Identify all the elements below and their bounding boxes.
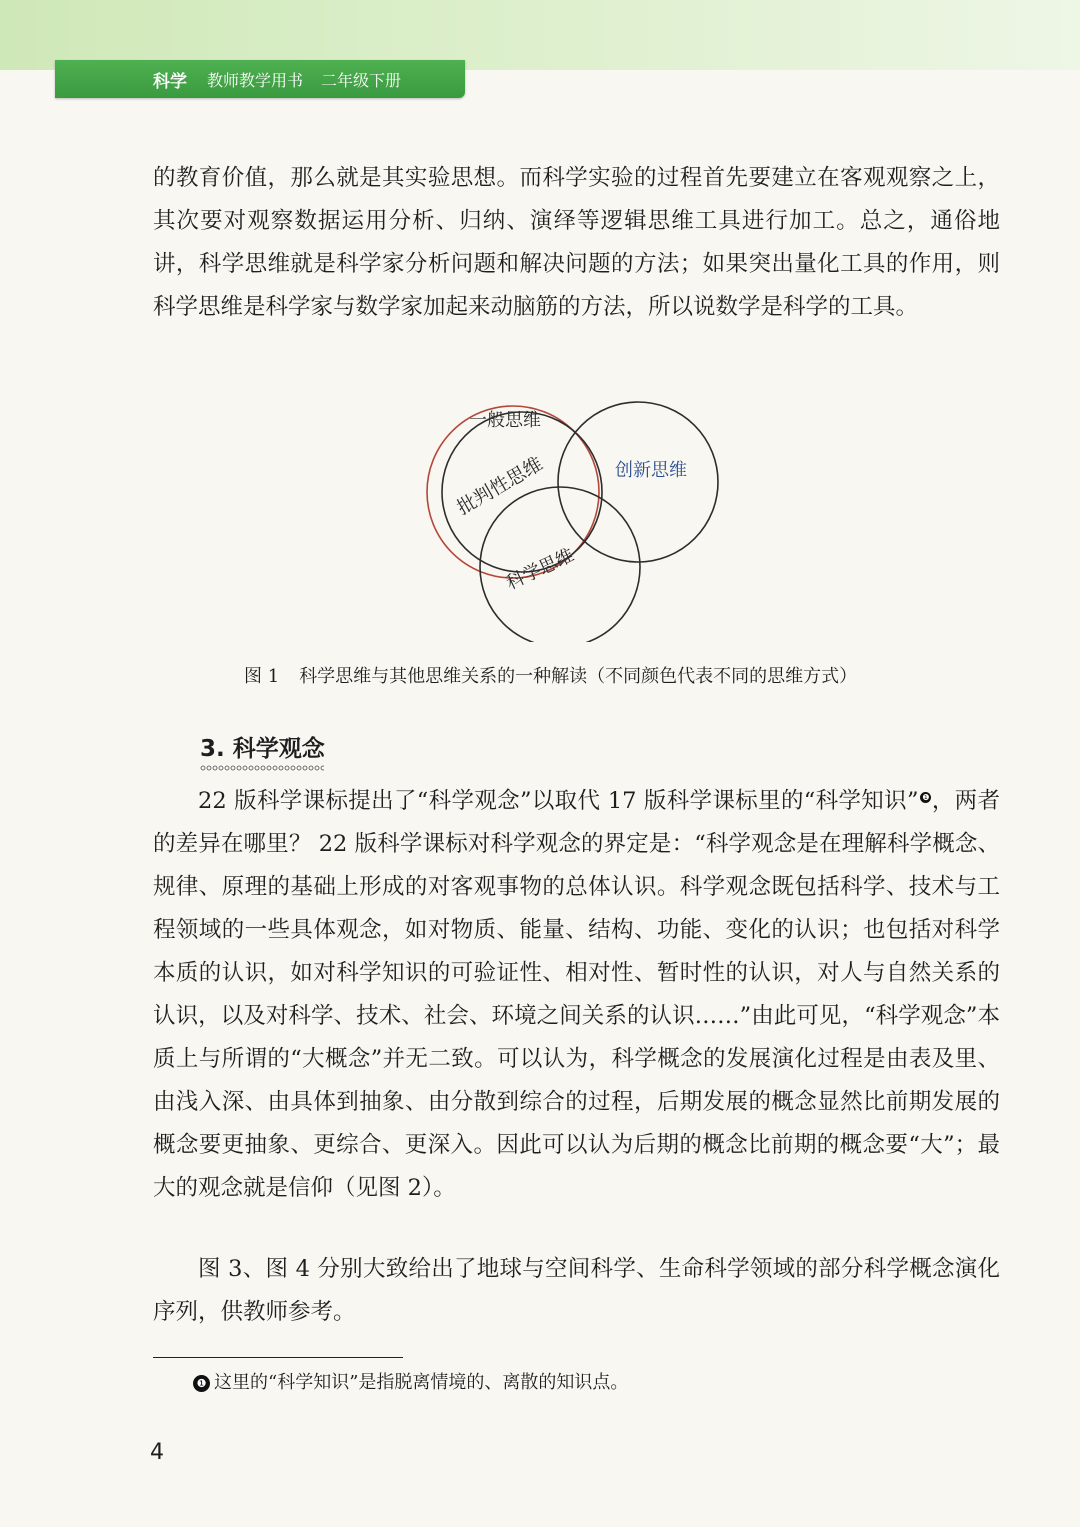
body-paragraph-2 (153, 780, 1000, 1210)
venn-circle-general (427, 406, 599, 578)
footnote-text: 这里的“科学知识”是指脱离情境的、离散的知识点。 (214, 1372, 629, 1393)
venn-label-critical: 批判性思维 (453, 452, 547, 520)
section-title-underline (200, 765, 324, 771)
header-book-title: 教师教学用书 (207, 70, 304, 90)
header-subject: 科学 (153, 71, 187, 92)
footnote (193, 1370, 628, 1396)
venn-label-general: 一般思维 (469, 410, 541, 431)
paragraph-2-start: 22 版科学课标提出了“科学观念”以取代 17 版科学课标里的“科学知识” (198, 788, 919, 814)
footnote-reference-mark[interactable]: ❶ (922, 792, 930, 802)
figure-caption-text: 科学思维与其他思维关系的一种解读（不同颜色代表不同的思维方式） (299, 666, 858, 687)
footnote-mark: ❶ (193, 1375, 210, 1392)
venn-diagram (420, 382, 720, 642)
running-header (55, 60, 465, 98)
venn-circle-creative (558, 402, 718, 562)
section-title: 3. 科学观念 (200, 736, 325, 762)
paragraph-2-rest: ，两者的差异在哪里？ 22 版科学课标对科学观念的界定是：“科学观念是在理解科学概念、规律、原理的基础上形成的对客观事物的总体认识。科学观念既包括科学、技术与工程领域的一些具体观念，如对物质、能量、结构、功能、变化的认识；也包括对科学本质的认识，如对科学知识的可验证性、相对性、暂时性的认识，对人与自然关系的认识，以及对科学、技术、社会、环境之间关系的认识……”由此可见，“科学观念”本质上与所谓的“大概念”并无二致。可以认为，科学概念的发展演化过程是由表及里、由浅入深、由具体到抽象、由分散到综合的过程，后期发展的概念显然比前期发展的概念要更抽象、更综合、更深入。因此可以认为后期的概念比前期的概念要“大”；最大的观念就是信仰（见图 2）。 (153, 788, 1000, 1201)
venn-label-creative: 创新思维 (615, 460, 687, 481)
body-paragraph-1: 的教育价值，那么就是其实验思想。而科学实验的过程首先要建立在客观观察之上，其次要对观察数据运用分析、归纳、演绎等逻辑思维工具进行加工。总之，通俗地讲，科学思维就是科学家分析问题和解决问题的方法；如果突出量化工具的作用，则科学思维是科学家与数学家加起来动脑筋的方法，所以说数学是科学的工具。 (153, 165, 1000, 320)
header-grade: 二年级下册 (321, 70, 402, 90)
figure-1-caption (244, 665, 857, 689)
page-number: 4 (150, 1440, 164, 1465)
footnote-divider (153, 1357, 403, 1358)
body-paragraph-3: 图 3、图 4 分别大致给出了地球与空间科学、生命科学领域的部分科学概念演化序列，供教师参考。 (153, 1256, 1000, 1325)
venn-label-scientific: 科学思维 (503, 544, 578, 595)
figure-number: 图 1 (244, 666, 280, 687)
